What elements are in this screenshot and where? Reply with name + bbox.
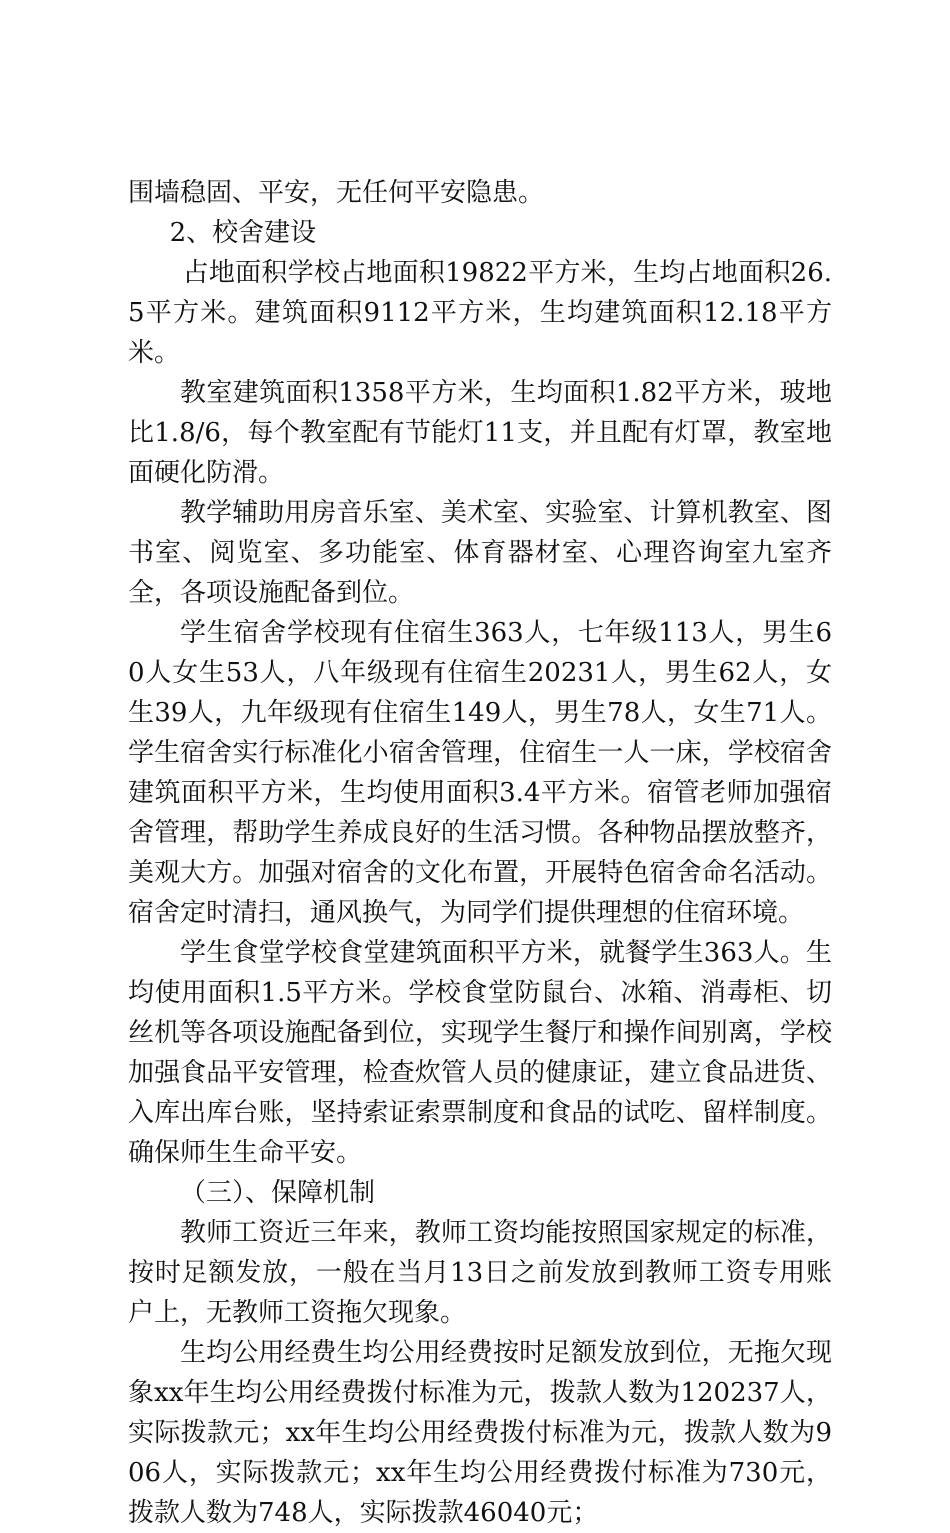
- heading-guarantee-mechanism: （三）、保障机制: [180, 1178, 376, 1208]
- heading-school-building: 2、校舍建设: [169, 218, 317, 248]
- paragraph-canteen: 学生食堂学校食堂建筑面积平方米，就餐学生363人。生均使用面积1.5平方米。学校食堂防鼠台、冰箱、消毒柜、切丝机等各项设施配备到位，实现学生餐厅和操作间别离，学校加强食品平安管理，检查炊管人员的健康证，建立食品进货、入库出库台账，坚持索证索票制度和食品的试吃、留样制度。确保师生生命平安。: [128, 938, 832, 1168]
- paragraph-classroom-area: 教室建筑面积1358平方米，生均面积1.82平方米，玻地比1.8/6，每个教室配有节能灯11支，并且配有灯罩，教室地面硬化防滑。: [128, 378, 832, 488]
- paragraph-teacher-salary: 教师工资近三年来，教师工资均能按照国家规定的标准，按时足额发放，一般在当月13日之前发放到教师工资专用账户上，无教师工资拖欠现象。: [128, 1218, 832, 1328]
- paragraph-land-area: 占地面积学校占地面积19822平方米，生均占地面积26.5平方米。建筑面积9112平方米，生均建筑面积12.18平方米。: [128, 258, 832, 368]
- paragraph-dormitory: 学生宿舍学校现有住宿生363人，七年级113人，男生60人女生53人，八年级现有住宿生20231人，男生62人，女生39人，九年级现有住宿生149人，男生78人，女生71人。学生宿舍实行标准化小宿舍管理，住宿生一人一床，学校宿舍建筑面积平方米，生均使用面积3.4平方米。宿管老师加强宿舍管理，帮助学生养成良好的生活习惯。各种物品摆放整齐，美观大方。加强对宿舍的文化布置，开展特色宿舍命名活动。宿舍定时清扫，通风换气，为同学们提供理想的住宿环境。: [128, 618, 832, 928]
- paragraph-wall-safety: 围墙稳固、平安，无任何平安隐患。: [128, 178, 545, 208]
- paragraph-public-funds: 生均公用经费生均公用经费按时足额发放到位，无拖欠现象xx年生均公用经费拨付标准为元，拨款人数为120237人，实际拨款元；xx年生均公用经费拨付标准为元，拨款人数为906人，实际拨款元；xx年生均公用经费拨付标准为730元，拨款人数为748人，实际拨款46040元；: [128, 1338, 832, 1528]
- paragraph-auxiliary-rooms: 教学辅助用房音乐室、美术室、实验室、计算机教室、图书室、阅览室、多功能室、体育器材室、心理咨询室九室齐全，各项设施配备到位。: [128, 498, 832, 608]
- document-body: [128, 173, 832, 1533]
